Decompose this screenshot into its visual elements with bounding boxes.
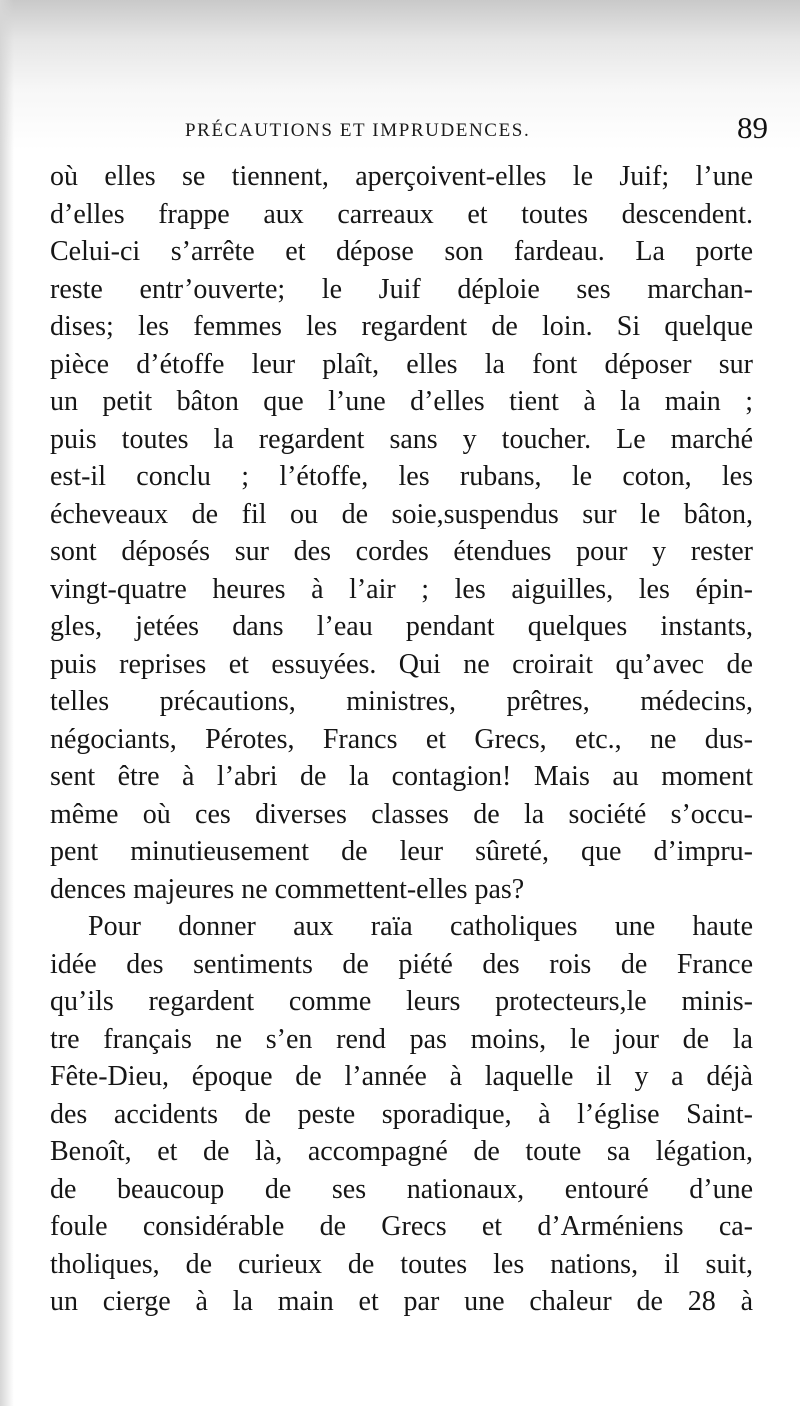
text-line: sont déposés sur des cordes étendues pour y rester [50, 536, 753, 567]
text-line: vingt-quatre heures à l’air ; les aiguilles, les épin- [50, 573, 753, 605]
text-line: gles, jetées dans l’eau pendant quelques instants, [50, 611, 753, 642]
text-line: sent être à l’abri de la contagion! Mais au moment [50, 761, 753, 792]
text-line: négociants, Pérotes, Francs et Grecs, etc., ne dus- [50, 723, 753, 755]
text-line: pièce d’étoffe leur plaît, elles la font déposer sur [50, 348, 753, 380]
text-line: Pour donner aux raïa catholiques une haute [88, 911, 753, 942]
text-line: idée des sentiments de piété des rois de France [50, 948, 753, 980]
text-line: reste entr’ouverte; le Juif déploie ses marchan- [50, 273, 753, 305]
running-head: PRÉCAUTIONS ET IMPRUDENCES. [185, 120, 531, 141]
page-header [50, 112, 768, 152]
text-line: d’elles frappe aux carreaux et toutes descendent. [50, 198, 753, 230]
text-line: pent minutieusement de leur sûreté, que d’impru- [50, 836, 753, 867]
text-line: Benoît, et de là, accompagné de toute sa légation, [50, 1136, 753, 1167]
page-number: 89 [737, 110, 768, 145]
text-line: dises; les femmes les regardent de loin. Si quelque [50, 311, 753, 342]
text-line: un cierge à la main et par une chaleur de 28 à [50, 1286, 753, 1317]
text-line: tholiques, de curieux de toutes les nations, il suit, [50, 1248, 753, 1280]
page-edge-shadow [0, 0, 14, 1406]
text-line: puis toutes la regardent sans y toucher. Le marché [50, 423, 753, 455]
text-line: dences majeures ne commettent-elles pas? [50, 873, 525, 905]
text-line: est-il conclu ; l’étoffe, les rubans, le coton, les [50, 461, 753, 492]
text-line: telles précautions, ministres, prêtres, médecins, [50, 686, 753, 717]
body-text [50, 158, 753, 1321]
text-line: foule considérable de Grecs et d’Arméniens ca- [50, 1211, 753, 1242]
text-line: qu’ils regardent comme leurs protecteurs,le minis- [50, 986, 753, 1017]
text-line: où elles se tiennent, aperçoivent-elles le Juif; l’une [50, 161, 753, 192]
text-line: des accidents de peste sporadique, à l’église Saint- [50, 1098, 753, 1130]
text-line: écheveaux de fil ou de soie,suspendus sur le bâton, [50, 498, 753, 530]
text-line: tre français ne s’en rend pas moins, le jour de la [50, 1023, 753, 1055]
text-line: de beaucoup de ses nationaux, entouré d’une [50, 1173, 753, 1205]
text-line: même où ces diverses classes de la société s’occu- [50, 798, 753, 830]
text-line: puis reprises et essuyées. Qui ne croirait qu’avec de [50, 648, 753, 680]
paragraph-1 [50, 158, 753, 908]
paragraph-2 [50, 908, 753, 1321]
text-line: un petit bâton que l’une d’elles tient à la main ; [50, 386, 753, 417]
text-line: Celui-ci s’arrête et dépose son fardeau. La porte [50, 236, 753, 267]
text-line: Fête-Dieu, époque de l’année à laquelle il y a déjà [50, 1061, 753, 1092]
